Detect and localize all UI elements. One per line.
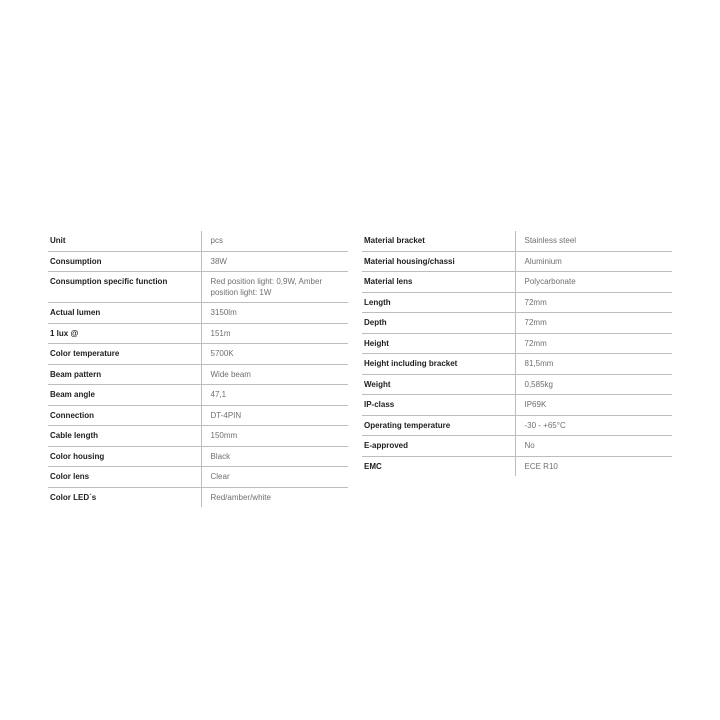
left-spec-table-body — [48, 231, 348, 507]
spec-row — [48, 446, 348, 467]
spec-label: Actual lumen — [48, 303, 201, 324]
spec-label: Material housing/chassi — [362, 251, 515, 272]
spec-label: Consumption — [48, 251, 201, 272]
spec-value: Black — [201, 446, 348, 467]
spec-row — [362, 415, 672, 436]
spec-row — [362, 292, 672, 313]
spec-value: 150mm — [201, 426, 348, 447]
spec-label: Material bracket — [362, 231, 515, 251]
spec-label: Cable length — [48, 426, 201, 447]
left-spec-table — [48, 231, 348, 507]
spec-value: 47,1 — [201, 385, 348, 406]
right-spec-table-body — [362, 231, 672, 476]
spec-label: Color housing — [48, 446, 201, 467]
spec-value: IP69K — [515, 395, 672, 416]
spec-row — [48, 467, 348, 488]
spec-value: pcs — [201, 231, 348, 251]
spec-label: Connection — [48, 405, 201, 426]
spec-value: 3150lm — [201, 303, 348, 324]
spec-label: Depth — [362, 313, 515, 334]
spec-row — [48, 426, 348, 447]
spec-row — [48, 405, 348, 426]
spec-row — [362, 395, 672, 416]
spec-row — [362, 436, 672, 457]
spec-value: Clear — [201, 467, 348, 488]
spec-row — [362, 313, 672, 334]
spec-row — [362, 333, 672, 354]
spec-label: Beam angle — [48, 385, 201, 406]
spec-value: 72mm — [515, 313, 672, 334]
spec-row — [48, 251, 348, 272]
spec-label: 1 lux @ — [48, 323, 201, 344]
right-spec-table — [362, 231, 672, 476]
spec-row — [362, 374, 672, 395]
spec-value: No — [515, 436, 672, 457]
spec-value: DT-4PIN — [201, 405, 348, 426]
spec-label: Beam pattern — [48, 364, 201, 385]
spec-value: 5700K — [201, 344, 348, 365]
spec-row — [48, 323, 348, 344]
spec-label: Length — [362, 292, 515, 313]
spec-row — [362, 272, 672, 293]
spec-label: EMC — [364, 461, 382, 471]
spec-value: Red/amber/white — [201, 487, 348, 507]
spec-row — [48, 344, 348, 365]
spec-label: Operating temperature — [362, 415, 515, 436]
spec-value: Red position light: 0,9W, Amber position light: 1W — [201, 272, 348, 303]
spec-value: Aluminium — [515, 251, 672, 272]
spec-row — [48, 364, 348, 385]
spec-label: Material lens — [362, 272, 515, 293]
spec-value: 81,5mm — [515, 354, 672, 375]
spec-value: Polycarbonate — [515, 272, 672, 293]
spec-label: Consumption specific function — [48, 272, 201, 303]
spec-row — [362, 456, 672, 476]
spec-row — [362, 231, 672, 251]
spec-value: ECE R10 — [515, 456, 672, 476]
spec-label: Color temperature — [48, 344, 201, 365]
spec-label: Unit — [48, 231, 201, 251]
spec-label: E-approved — [362, 436, 515, 457]
spec-value: 38W — [201, 251, 348, 272]
spec-label: Height including bracket — [362, 354, 515, 375]
spec-value: 151m — [201, 323, 348, 344]
spec-value: -30 - +65°C — [515, 415, 672, 436]
spec-row — [48, 487, 348, 507]
spec-label: Weight — [362, 374, 515, 395]
spec-row — [48, 385, 348, 406]
spec-row — [362, 354, 672, 375]
spec-label: Height — [362, 333, 515, 354]
spec-row — [48, 231, 348, 251]
spec-row — [48, 272, 348, 303]
spec-row — [48, 303, 348, 324]
spec-label: Color LED´s — [50, 492, 97, 502]
spec-value: Stainless steel — [515, 231, 672, 251]
spec-value: 0,585kg — [515, 374, 672, 395]
spec-label: IP-class — [362, 395, 515, 416]
spec-label: Color lens — [48, 467, 201, 488]
spec-value: Wide beam — [201, 364, 348, 385]
spec-value: 72mm — [515, 292, 672, 313]
spec-row — [362, 251, 672, 272]
spec-value: 72mm — [515, 333, 672, 354]
